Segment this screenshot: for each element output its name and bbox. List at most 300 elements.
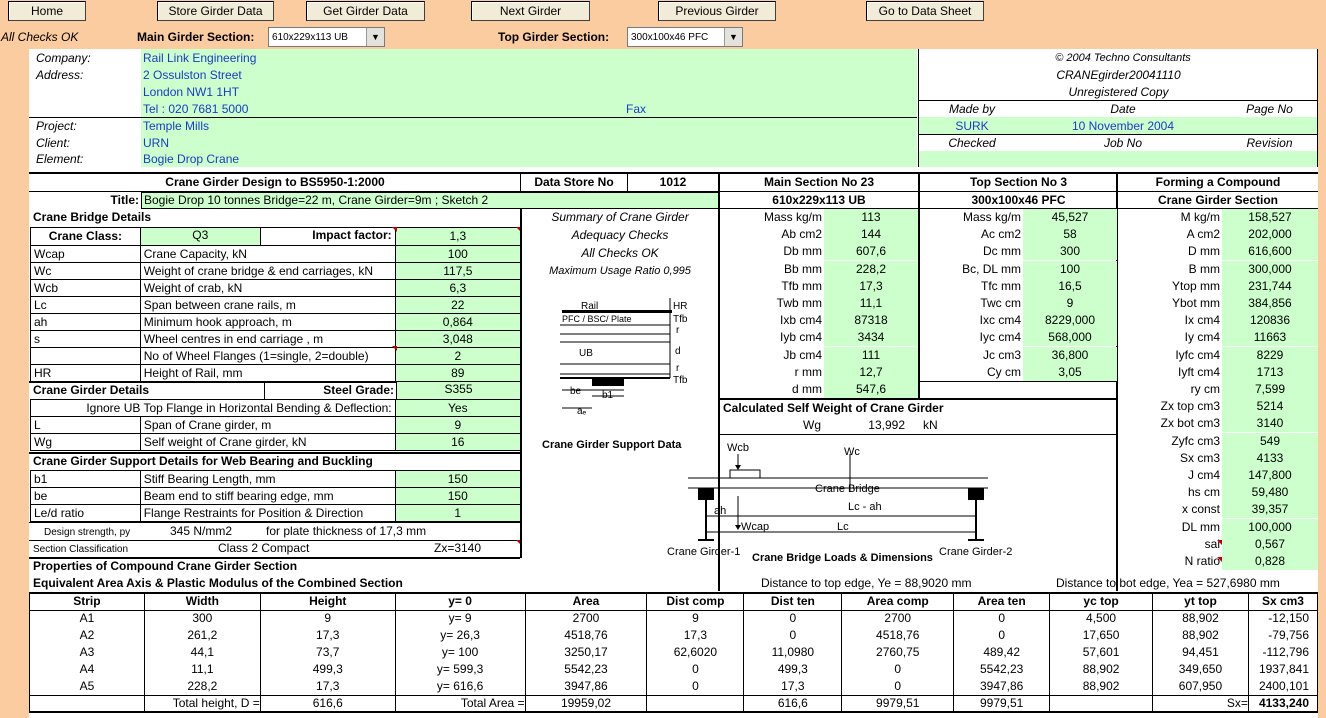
column-header: yc top	[1050, 593, 1153, 610]
support-heading: Crane Girder Support Details for Web Bearing and Buckling	[33, 454, 373, 468]
page-label: Page No	[1246, 102, 1293, 116]
row-value[interactable]: 89	[395, 365, 520, 382]
row-value[interactable]: 1	[395, 505, 520, 522]
data-store-label: Data Store No	[534, 175, 614, 189]
divider	[919, 134, 1318, 135]
table-row	[30, 644, 1318, 661]
table-cell: 17,3	[260, 627, 395, 644]
top-section-heading: Top Section No 3	[969, 175, 1068, 189]
address-label: Address:	[36, 68, 84, 82]
properties-heading: Properties of Compound Crane Girder Section	[33, 559, 298, 573]
row-description: Minimum hook approach, m	[140, 314, 395, 331]
table-header-row	[30, 593, 1318, 610]
property-label: Iyft cm4	[1177, 364, 1220, 379]
table-cell: 17,3	[647, 627, 744, 644]
property-value: 300	[1023, 243, 1117, 260]
input-row	[31, 365, 521, 382]
sketch-tfb: Tfb	[673, 314, 688, 325]
table-cell: 11,0980	[744, 644, 842, 661]
input-row	[31, 471, 521, 488]
column-header: Dist comp	[647, 593, 744, 610]
load-wc: Wc	[844, 446, 860, 458]
column-header: Area comp	[842, 593, 954, 610]
total-cell: 19959,02	[525, 695, 647, 712]
table-cell: 3947,86	[525, 678, 647, 695]
plate-thickness-text: for plate thickness of 17,3 mm	[266, 524, 427, 538]
section-classification-label: Section Classification	[33, 544, 129, 555]
property-value: 384,856	[1222, 295, 1318, 312]
property-value: 17,3	[824, 278, 918, 295]
status-text: All Checks OK	[1, 30, 79, 44]
row-value[interactable]: 0,864	[395, 314, 520, 331]
made-by-label: Made by	[948, 102, 996, 116]
table-cell: 0	[744, 627, 842, 644]
property-value: 100,000	[1222, 519, 1318, 536]
table-cell: 44,1	[144, 644, 260, 661]
divider	[29, 117, 917, 118]
row-value[interactable]: 16	[395, 434, 520, 451]
project-info-area	[141, 117, 917, 167]
table-cell: A3	[30, 644, 145, 661]
table-cell: 349,650	[1153, 661, 1249, 678]
row-symbol	[31, 348, 141, 365]
row-symbol: Wc	[31, 263, 141, 280]
compound-heading: Forming a Compound	[1155, 175, 1281, 189]
row-symbol: Wcb	[31, 280, 141, 297]
get-girder-data-button[interactable]: Get Girder Data	[306, 1, 425, 21]
table-cell: 0	[647, 661, 744, 678]
crane-class-value[interactable]: Q3	[141, 228, 261, 245]
total-cell: Total Area =	[395, 695, 525, 712]
row-value[interactable]: 3,048	[395, 331, 520, 348]
row-symbol: Lc	[31, 297, 141, 314]
main-section-select[interactable]	[268, 27, 385, 47]
table-cell: 73,7	[260, 644, 395, 661]
steel-grade-value[interactable]	[396, 382, 520, 399]
row-value[interactable]: 22	[395, 297, 520, 314]
divider	[918, 381, 1117, 382]
table-cell: A5	[30, 678, 145, 695]
equivalent-area-heading: Equivalent Area Axis & Plastic Modulus of the Combined Section	[33, 576, 403, 590]
column-header: Dist ten	[744, 593, 842, 610]
table-cell: 0	[842, 678, 954, 695]
divider	[919, 100, 1318, 101]
steel-grade-label: Steel Grade:	[323, 383, 394, 397]
total-cell: 616,6	[744, 695, 842, 712]
go-to-data-sheet-button[interactable]: Go to Data Sheet	[866, 1, 984, 21]
row-description: Flange Restraints for Position & Direction	[140, 505, 395, 522]
property-value: 8229,000	[1023, 312, 1117, 329]
total-cell: 9979,51	[842, 695, 954, 712]
table-cell: y= 100	[395, 644, 525, 661]
summary-line-1: Summary of Crane Girder	[551, 210, 689, 224]
row-value[interactable]: 100	[395, 246, 520, 263]
property-label: Ybot mm	[1171, 296, 1220, 310]
input-row	[31, 417, 521, 434]
column-header: Sx cm3	[1248, 593, 1317, 610]
compound-subheading: Crane Girder Section	[1157, 193, 1279, 207]
chevron-down-icon[interactable]: ▼	[366, 28, 384, 46]
title-field[interactable]	[141, 192, 719, 209]
row-description: No of Wheel Flanges (1=single, 2=double)	[140, 348, 395, 365]
property-label: Tfb mm	[781, 278, 822, 293]
ignore-top-flange-value[interactable]: Yes	[395, 400, 520, 417]
table-cell: 2760,75	[842, 644, 954, 661]
property-label: hs cm	[1187, 485, 1220, 500]
row-description: Weight of crab, kN	[140, 280, 395, 297]
design-strength-value: 345 N/mm2	[170, 524, 233, 538]
table-cell: 2700	[525, 610, 647, 627]
sketch-tfb2: Tfb	[673, 375, 688, 386]
design-heading: Crane Girder Design to BS5950-1:2000	[165, 175, 385, 189]
design-strength-label: Design strength, py	[44, 527, 131, 538]
property-label: Jb cm4	[783, 347, 822, 362]
property-value: 4133	[1222, 450, 1318, 467]
table-cell: 88,902	[1050, 678, 1153, 695]
label-crane-bridge: Crane Bridge	[815, 483, 880, 495]
row-description: Wheel centres in end carriage , m	[140, 331, 395, 348]
ignore-top-flange-label: Ignore UB Top Flange in Horizontal Bending & Deflection:	[31, 400, 396, 417]
property-value: 12,7	[824, 364, 918, 381]
total-row	[30, 695, 1318, 712]
sketch-b1: b1	[602, 390, 614, 401]
property-label: sai	[1204, 536, 1220, 551]
top-section-label: Top Girder Section:	[498, 30, 610, 44]
property-label: ry cm	[1190, 382, 1220, 396]
property-label: Db mm	[783, 244, 822, 259]
impact-factor-value[interactable]: 1,3	[395, 228, 520, 246]
table-cell: 4,500	[1050, 610, 1153, 627]
bridge-table	[30, 227, 521, 382]
property-value: 607,6	[824, 243, 918, 260]
label-ah: ah	[714, 505, 727, 517]
address-line-1: 2 Ossulston Street	[143, 68, 242, 82]
table-cell: 0	[647, 678, 744, 695]
property-label: Sx cm3	[1179, 450, 1220, 465]
row-symbol: Wcap	[31, 246, 141, 263]
table-cell: 300	[144, 610, 260, 627]
sketch-plate: PFC / BSC/ Plate	[562, 314, 632, 324]
sketch-d: d	[675, 346, 681, 357]
property-value: 16,5	[1023, 278, 1117, 295]
table-cell: 607,950	[1153, 678, 1249, 695]
table-cell: -12,150	[1248, 610, 1317, 627]
property-label: r mm	[794, 364, 822, 379]
row-description: Stiff Bearing Length, mm	[140, 471, 395, 488]
divider	[1317, 49, 1318, 167]
property-value: 11663	[1222, 329, 1318, 346]
property-value: 113	[824, 209, 918, 226]
column-header: Area ten	[954, 593, 1050, 610]
company-label: Company:	[36, 51, 91, 65]
row-value[interactable]: 150	[395, 488, 520, 505]
input-row	[31, 434, 521, 451]
input-row	[31, 280, 521, 297]
property-label: Ab cm2	[781, 227, 822, 242]
total-cell	[647, 695, 744, 712]
row-description: Self weight of Crane girder, kN	[140, 434, 395, 451]
table-cell: A1	[30, 610, 145, 627]
label-wcap: Wcap	[741, 521, 770, 533]
table-cell: 1937,841	[1248, 661, 1317, 678]
property-label: Iyb cm4	[779, 330, 822, 345]
address-line-2: London NW1 1HT	[143, 85, 240, 99]
property-label: Zx bot cm3	[1160, 416, 1220, 431]
property-label: Iyc cm4	[979, 330, 1021, 345]
self-weight-heading: Calculated Self Weight of Crane Girder	[723, 401, 944, 415]
property-label: Bb mm	[783, 261, 822, 276]
project-label: Project:	[36, 119, 77, 133]
load-wcb: Wcb	[727, 442, 749, 454]
column-header: yt top	[1153, 593, 1249, 610]
table-cell: 9	[647, 610, 744, 627]
property-value: 147,800	[1222, 467, 1318, 484]
table-cell: 0	[842, 661, 954, 678]
element-label: Element:	[36, 152, 84, 166]
table-cell: 5542,23	[525, 661, 647, 678]
top-section-name: 300x100x46 PFC	[971, 193, 1066, 207]
distance-bottom-edge: Distance to bot edge, Yea = 527,6980 mm	[1056, 576, 1280, 590]
property-value: 59,480	[1222, 484, 1318, 501]
property-value: 616,600	[1222, 243, 1318, 260]
property-value: 100	[1023, 261, 1117, 278]
property-value: 11,1	[824, 295, 918, 312]
impact-factor-label: Impact factor:	[312, 228, 392, 242]
main-section-name: 610x229x113 UB	[772, 193, 866, 207]
property-label: Twb mm	[776, 296, 822, 310]
property-label: Twc cm	[980, 296, 1021, 310]
table-cell: 88,902	[1050, 661, 1153, 678]
table-cell: 5542,23	[954, 661, 1050, 678]
property-label: Mass kg/m	[763, 210, 822, 224]
row-symbol: L	[31, 417, 141, 434]
telephone: Tel : 020 7681 5000	[143, 102, 249, 116]
total-cell	[1050, 695, 1153, 712]
top-section-select[interactable]	[627, 27, 743, 47]
property-label: A cm2	[1186, 227, 1220, 242]
revision-label: Revision	[1246, 136, 1293, 150]
property-value: 228,2	[824, 261, 918, 278]
top-section-value: 300x100x46 PFC	[631, 31, 709, 43]
self-weight-symbol: Wg	[803, 418, 821, 432]
property-label: Ixb cm4	[779, 313, 822, 328]
label-girder-1: Crane Girder-1	[667, 546, 741, 558]
table-cell: -112,796	[1248, 644, 1317, 661]
row-symbol: ah	[31, 314, 141, 331]
property-label: Dc mm	[983, 244, 1021, 259]
sketch-hr: HR	[673, 301, 688, 312]
property-value: 0,828	[1222, 553, 1318, 570]
comment-marker	[1217, 557, 1222, 562]
zx-value: Zx=3140	[434, 541, 482, 555]
row-symbol: be	[31, 488, 141, 505]
sketch-r: r	[676, 325, 680, 336]
comment-marker	[1217, 540, 1222, 545]
total-cell: Sx=	[1153, 695, 1249, 712]
property-label: M kg/m	[1180, 210, 1220, 224]
property-value: 547,6	[824, 381, 918, 398]
input-row	[31, 297, 521, 314]
divider	[29, 191, 718, 192]
row-value[interactable]: 9	[395, 417, 520, 434]
property-value: 549	[1222, 433, 1318, 450]
table-cell: 17,3	[744, 678, 842, 695]
total-cell: 9979,51	[954, 695, 1050, 712]
table-cell: 228,2	[144, 678, 260, 695]
section-classification-value: Class 2 Compact	[218, 541, 310, 555]
input-row	[31, 263, 521, 280]
bridge-loads-caption: Crane Bridge Loads & Dimensions	[752, 552, 933, 564]
project-name: Temple Mills	[143, 119, 210, 133]
table-cell: 3947,86	[954, 678, 1050, 695]
divider	[264, 382, 265, 399]
table-cell: A2	[30, 627, 145, 644]
next-girder-button[interactable]: Next Girder	[471, 1, 590, 21]
data-store-number[interactable]: 1012	[659, 175, 687, 189]
program-name: CRANEgirder20041110	[1056, 68, 1181, 82]
table-cell: y= 26,3	[395, 627, 525, 644]
property-value: 3434	[824, 329, 918, 346]
self-weight-unit: kN	[923, 418, 938, 432]
table-cell: 17,650	[1050, 627, 1153, 644]
row-symbol: s	[31, 331, 141, 348]
bridge-heading: Crane Bridge Details	[33, 210, 152, 224]
input-row	[31, 505, 521, 522]
row-symbol: b1	[31, 471, 141, 488]
property-label: Ixc cm4	[979, 313, 1021, 328]
row-description: Beam end to stiff bearing edge, mm	[140, 488, 395, 505]
property-label: Tfc mm	[981, 278, 1021, 293]
table-cell: -79,756	[1248, 627, 1317, 644]
input-row	[31, 348, 521, 365]
checked-row	[919, 151, 1318, 167]
label-lc: Lc	[837, 521, 849, 533]
table-cell: 94,451	[1153, 644, 1249, 661]
sketch-rail: Rail	[581, 301, 599, 312]
property-value: 36,800	[1023, 347, 1117, 364]
table-cell: 0	[954, 627, 1050, 644]
row-description: Crane Capacity, kN	[140, 246, 395, 263]
steel-grade-text: S355	[444, 382, 473, 396]
row-value[interactable]: 117,5	[395, 263, 520, 280]
checked-label: Checked	[948, 136, 996, 150]
divider	[718, 434, 1117, 435]
comment-marker	[392, 227, 397, 232]
table-row	[30, 610, 1318, 627]
self-weight-value: 13,992	[868, 418, 905, 432]
row-description: Span of Crane girder, m	[140, 417, 395, 434]
main-section-heading: Main Section No 23	[763, 175, 875, 189]
property-value: 39,357	[1222, 501, 1318, 518]
table-cell: A4	[30, 661, 145, 678]
property-label: d mm	[792, 382, 822, 396]
table-row	[30, 678, 1318, 695]
column-header: y= 0	[395, 593, 525, 610]
property-value: 8229	[1222, 347, 1318, 364]
property-value: 7,599	[1222, 381, 1318, 398]
company-name: Rail Link Engineering	[143, 51, 257, 65]
property-value: 5214	[1222, 398, 1318, 415]
property-value: 111	[824, 347, 918, 364]
row-value[interactable]: 6,3	[395, 280, 520, 297]
table-cell: 3250,17	[525, 644, 647, 661]
divider	[627, 173, 628, 191]
input-row	[31, 246, 521, 263]
property-value: 202,000	[1222, 226, 1318, 243]
row-description: Span between crane rails, m	[140, 297, 395, 314]
copyright: © 2004 Techno Consultants	[1055, 52, 1191, 64]
girder-heading: Crane Girder Details	[33, 383, 150, 397]
table-cell: y= 9	[395, 610, 525, 627]
property-label: Bc, DL mm	[962, 261, 1021, 276]
date-value: 10 November 2004	[1071, 119, 1175, 133]
summary-line-3: All Checks OK	[581, 246, 659, 260]
table-cell: 0	[744, 610, 842, 627]
property-value: 231,744	[1222, 278, 1318, 295]
previous-girder-button[interactable]: Previous Girder	[658, 1, 776, 21]
table-cell: y= 599,3	[395, 661, 525, 678]
column-header: Height	[260, 593, 395, 610]
label-girder-2: Crane Girder-2	[939, 546, 1013, 558]
distance-top-edge: Distance to top edge, Ye = 88,9020 mm	[761, 576, 972, 590]
store-girder-data-button[interactable]: Store Girder Data	[157, 1, 274, 21]
made-by-value: SURK	[955, 119, 989, 133]
copy-status: Unregistered Copy	[1068, 85, 1169, 99]
summary-line-2: Adequacy Checks	[571, 228, 669, 242]
crane-class-label: Crane Class:	[31, 228, 141, 246]
main-section-label: Main Girder Section:	[137, 30, 255, 44]
label-lc-ah: Lc - ah	[848, 501, 882, 513]
input-row	[31, 488, 521, 505]
date-label: Date	[1110, 102, 1136, 116]
table-cell: 57,601	[1050, 644, 1153, 661]
table-row	[30, 627, 1318, 644]
property-value: 9	[1023, 295, 1117, 312]
table-cell: 2700	[842, 610, 954, 627]
client-label: Client:	[36, 136, 71, 150]
property-label: Ix cm4	[1184, 313, 1220, 328]
strip-table	[29, 592, 1318, 713]
total-cell: Total height, D =	[144, 695, 260, 712]
row-symbol: Le/d ratio	[31, 505, 141, 522]
property-label: B mm	[1188, 261, 1220, 276]
property-label: Zyfc cm3	[1171, 433, 1220, 448]
row-value[interactable]: 2	[395, 348, 520, 365]
column-header: Strip	[30, 593, 145, 610]
property-value: 0,567	[1222, 536, 1318, 553]
chevron-down-icon[interactable]: ▼	[724, 28, 742, 46]
home-button[interactable]: Home	[8, 1, 86, 21]
support-sketch-caption: Crane Girder Support Data	[542, 439, 682, 451]
job-label: Job No	[1103, 136, 1143, 150]
table-row	[30, 661, 1318, 678]
table-cell: 499,3	[260, 661, 395, 678]
property-label: Ytop mm	[1171, 278, 1220, 293]
table-cell: y= 616,6	[395, 678, 525, 695]
row-value[interactable]: 150	[395, 471, 520, 488]
table-cell: 62,6020	[647, 644, 744, 661]
table-cell: 499,3	[744, 661, 842, 678]
row-description: Weight of crane bridge & end carriages, kN	[140, 263, 395, 280]
row-description: Height of Rail, mm	[140, 365, 395, 382]
property-label: Zx top cm3	[1160, 399, 1220, 414]
property-label: Ac cm2	[980, 227, 1021, 242]
table-cell: 0	[954, 610, 1050, 627]
input-row	[31, 314, 521, 331]
property-value: 3140	[1222, 415, 1318, 432]
property-value: 58	[1023, 226, 1117, 243]
title-label: Title:	[110, 193, 139, 207]
